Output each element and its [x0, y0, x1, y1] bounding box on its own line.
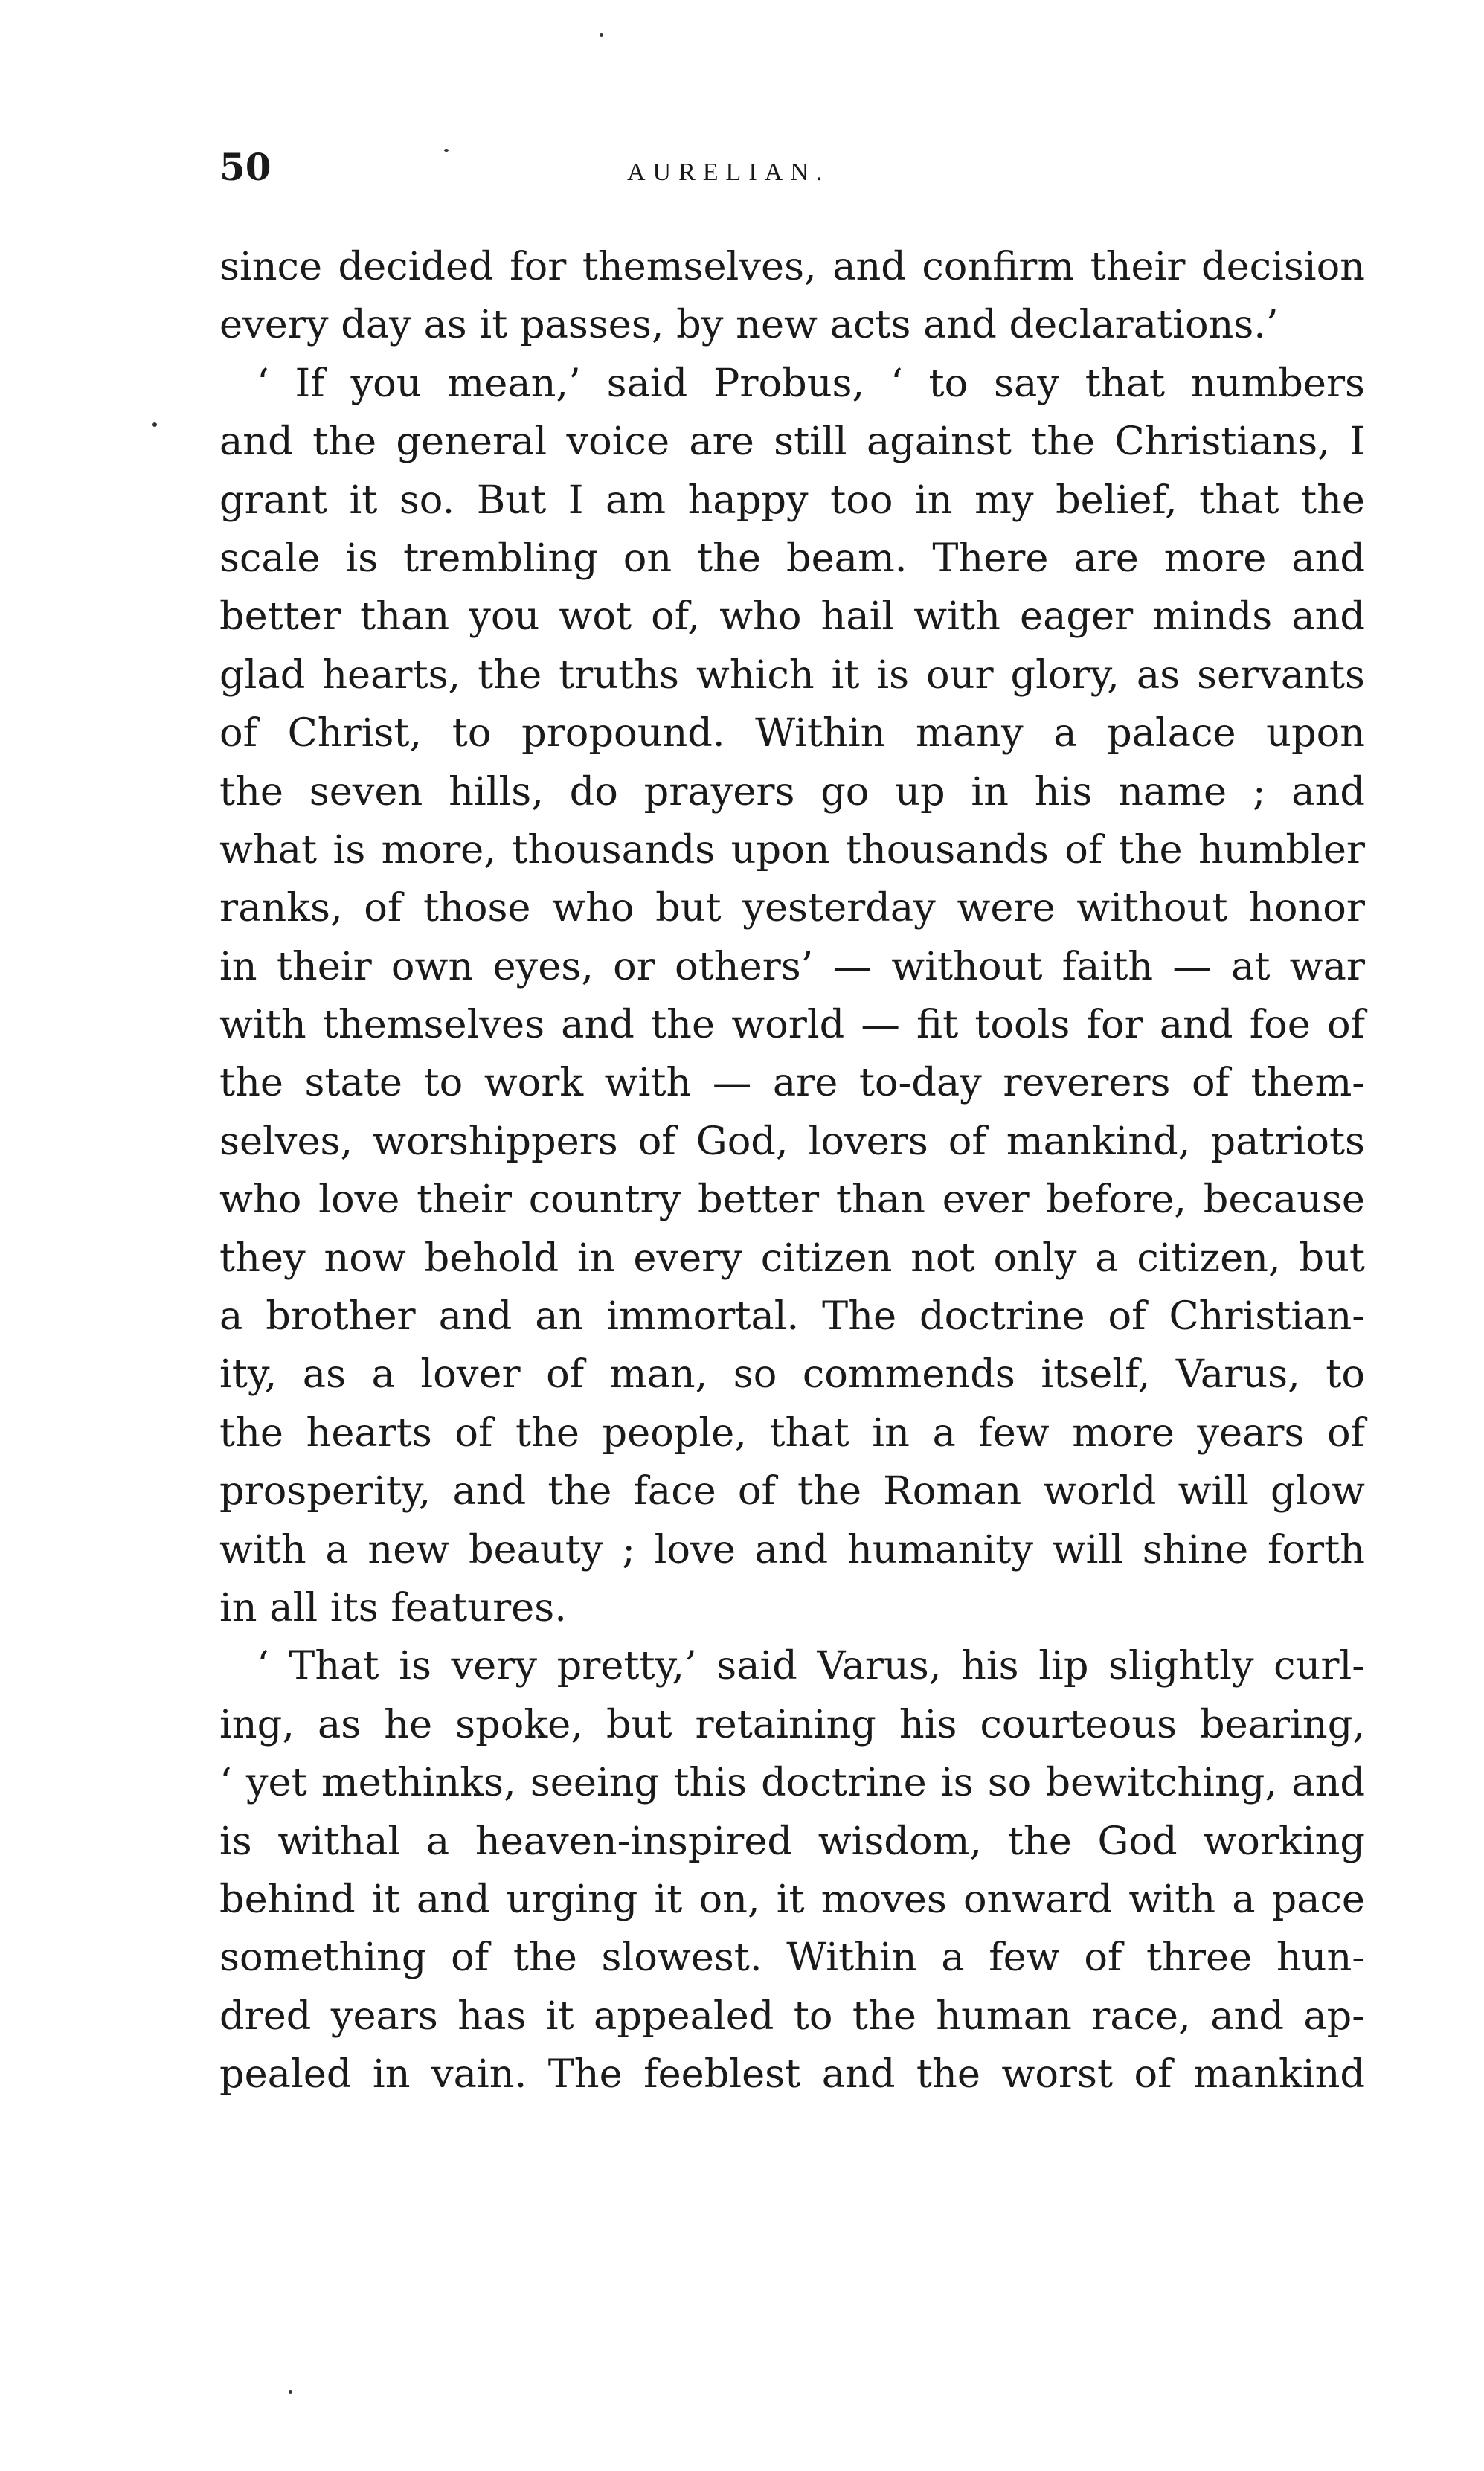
text-line: with a new beauty ; love and humanity will shine forth [219, 1526, 1365, 1572]
text-line: grant it so. But I am happy too in my belief, that the [219, 477, 1365, 523]
text-line: pealed in vain. The feeblest and the worst of mankind [219, 2051, 1365, 2098]
text-line: glad hearts, the truths which it is our glory, as servants [219, 652, 1365, 698]
text-line: ‘ yet methinks, seeing this doctrine is so bewitching, and [219, 1760, 1365, 1806]
text-line: in their own eyes, or others’ — without faith — at war [219, 943, 1365, 989]
text-line: selves, worshippers of God, lovers of mankind, patriots [219, 1118, 1365, 1164]
text-line: what is more, thousands upon thousands of the humbler [219, 826, 1365, 873]
text-line: is withal a heaven-inspired wisdom, the God working [219, 1818, 1365, 1864]
page-header [219, 145, 1358, 205]
text-line: behind it and urging it on, it moves onward with a pace [219, 1876, 1365, 1922]
text-line: better than you wot of, who hail with eager minds and [219, 594, 1365, 640]
running-head: AURELIAN. [627, 158, 830, 186]
body-text [219, 238, 1365, 2104]
text-line: a brother and an immortal. The doctrine of Christian- [219, 1294, 1365, 1340]
text-line: the hearts of the people, that in a few more years of [219, 1410, 1365, 1456]
ink-speck [600, 33, 603, 37]
text-line: the state to work with — are to-day reverers of them- [219, 1060, 1365, 1106]
text-line: they now behold in every citizen not only a citizen, but [219, 1235, 1365, 1281]
text-line: of Christ, to propound. Within many a palace upon [219, 710, 1365, 756]
text-line: with themselves and the world — fit tools for and foe of [219, 1002, 1365, 1048]
text-line: ‘ That is very pretty,’ said Varus, his lip slightly curl- [257, 1643, 1365, 1689]
text-line: and the general voice are still against the Christians, I [219, 419, 1365, 465]
text-line: ‘ If you mean,’ said Probus, ‘ to say that numbers [257, 360, 1365, 406]
text-line: ity, as a lover of man, so commends itself, Varus, to [219, 1352, 1365, 1398]
text-line: ing, as he spoke, but retaining his courteous bearing, [219, 1701, 1365, 1747]
text-line: every day as it passes, by new acts and declarations.’ [219, 302, 1279, 348]
text-line: something of the slowest. Within a few of three hun- [219, 1935, 1365, 1981]
text-line: prosperity, and the face of the Roman world will glow [219, 1468, 1365, 1514]
text-line: the seven hills, do prayers go up in his name ; and [219, 768, 1365, 814]
text-line: since decided for themselves, and confirm their decision [219, 244, 1365, 289]
ink-speck [152, 422, 157, 427]
ink-speck [289, 2390, 292, 2394]
text-line: dred years has it appealed to the human race, and ap- [219, 1993, 1365, 2039]
text-line: who love their country better than ever before, because [219, 1177, 1365, 1223]
text-line: in all its features. [219, 1584, 567, 1630]
text-line: ranks, of those who but yesterday were without honor [219, 885, 1365, 931]
page-number: 50 [219, 145, 272, 189]
text-line: scale is trembling on the beam. There are more and [219, 535, 1365, 581]
